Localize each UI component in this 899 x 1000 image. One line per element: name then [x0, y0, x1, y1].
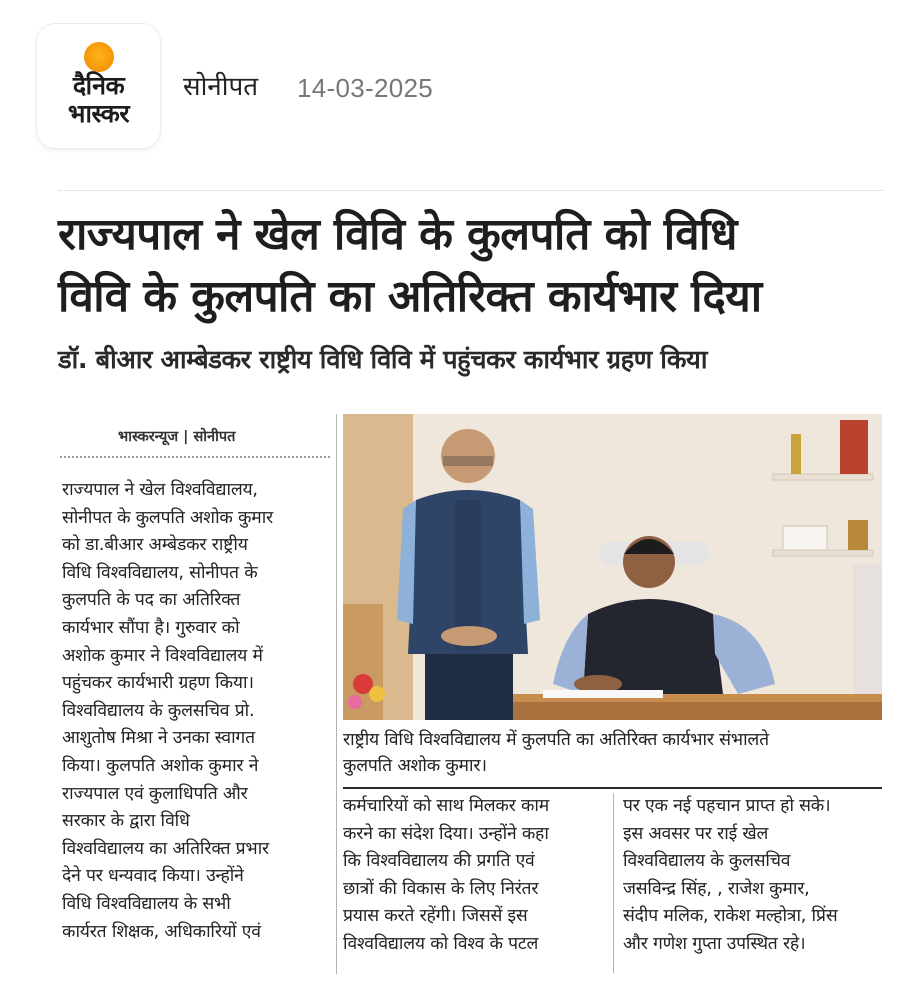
edition-date: 14-03-2025 — [297, 73, 433, 103]
text-line: अशोक कुमार ने विश्वविद्यालय में — [62, 645, 263, 666]
article-column-middle — [343, 793, 605, 959]
text-line: इस अवसर पर राई खेल — [623, 823, 769, 844]
article-photo — [343, 414, 882, 720]
article-subheadline: डॉ. बीआर आम्बेडकर राष्ट्रीय विधि विवि में पहुंचकर कार्यभार ग्रहण किया — [58, 345, 708, 375]
text-line: कर्मचारियों को साथ मिलकर काम — [343, 796, 549, 816]
text-line: पर एक नई पहचान प्राप्त हो सके। — [623, 796, 831, 816]
text-line: विश्वविद्यालय के कुलसचिव प्रो. — [62, 700, 255, 721]
text-line: करने का संदेश दिया। उन्होंने कहा — [343, 823, 549, 844]
caption-line: कुलपति अशोक कुमार। — [343, 756, 487, 776]
column-divider — [336, 414, 337, 974]
text-line: विधि विश्वविद्यालय के सभी — [62, 893, 231, 914]
text-line: विधि विश्वविद्यालय, सोनीपत के — [62, 562, 258, 583]
text-line: विश्वविद्यालय को विश्व के पटल — [343, 933, 539, 954]
text-line: और गणेश गुप्ता उपस्थित रहे। — [623, 933, 806, 954]
column-divider — [613, 793, 614, 973]
photo-illustration — [343, 414, 882, 720]
edition-city: सोनीपत — [183, 72, 259, 102]
headline-line: राज्यपाल ने खेल विवि के कुलपति को विधि — [58, 209, 737, 260]
text-line: राज्यपाल ने खेल विश्वविद्यालय, — [62, 480, 258, 500]
text-line: कि विश्वविद्यालय की प्रगति एवं — [343, 851, 535, 872]
logo-text-line1: दैनिक — [72, 71, 125, 100]
clipping-top-rule — [58, 190, 883, 191]
dainik-bhaskar-logo — [37, 24, 160, 148]
article-byline: भास्करन्यूज | सोनीपत — [118, 429, 236, 445]
article-column-left — [62, 477, 332, 946]
caption-divider — [343, 787, 882, 789]
text-line: सोनीपत के कुलपति अशोक कुमार — [62, 507, 274, 528]
text-line: कार्यरत शिक्षक, अधिकारियों एवं — [62, 921, 261, 942]
text-line: कुलपति के पद का अतिरिक्त — [62, 590, 241, 611]
text-line: विश्वविद्यालय का अतिरिक्त प्रभार — [62, 838, 269, 859]
text-line: किया। कुलपति अशोक कुमार ने — [62, 755, 259, 776]
text-line: विश्वविद्यालय के कुलसचिव — [623, 851, 791, 872]
text-line: छात्रों की विकास के लिए निरंतर — [343, 878, 539, 899]
sun-icon — [84, 42, 114, 72]
text-line: राज्यपाल एवं कुलाधिपति और — [62, 783, 248, 804]
text-line: जसविन्द्र सिंह, , राजेश कुमार, — [623, 878, 810, 899]
article-column-right — [623, 793, 888, 959]
text-line: प्रयास करते रहेंगी। जिससें इस — [343, 906, 528, 927]
text-line: को डा.बीआर अम्बेडकर राष्ट्रीय — [62, 535, 248, 556]
text-line: सरकार के द्वारा विधि — [62, 811, 190, 832]
logo-text-line2: भास्कर — [67, 99, 130, 128]
byline-divider — [60, 456, 330, 458]
text-line: पहुंचकर कार्यभारी ग्रहण किया। — [62, 673, 254, 694]
text-line: आशुतोष मिश्रा ने उनका स्वागत — [62, 728, 255, 749]
caption-line: राष्ट्रीय विधि विश्वविद्यालय में कुलपति का अतिरिक्त कार्यभार संभालते — [343, 730, 769, 750]
headline-line: विवि के कुलपति का अतिरिक्त कार्यभार दिया — [58, 271, 762, 322]
text-line: देने पर धन्यवाद किया। उन्होंने — [62, 866, 244, 887]
article-headline — [58, 204, 858, 328]
photo-caption — [343, 727, 888, 779]
text-line: संदीप मलिक, राकेश मल्होत्रा, प्रिंस — [623, 906, 838, 927]
text-line: कार्यभार सौंपा है। गुरुवार को — [62, 617, 240, 638]
